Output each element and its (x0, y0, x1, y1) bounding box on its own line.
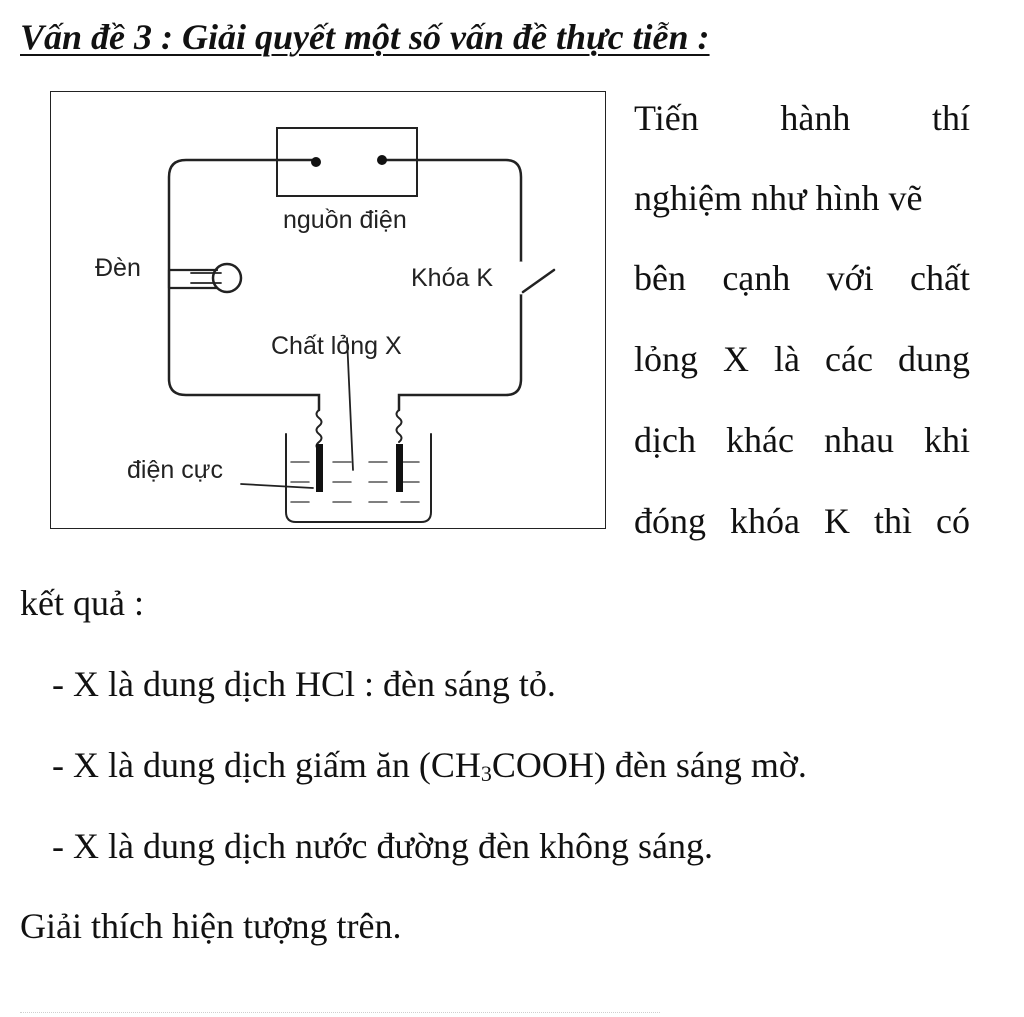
word: khác (726, 420, 794, 460)
word: X (723, 339, 750, 379)
word: khóa (730, 501, 800, 541)
side-line-2: nghiệm như hình vẽ (634, 178, 923, 218)
side-line-5 (634, 422, 970, 458)
side-line-3 (634, 260, 970, 296)
word: có (936, 501, 970, 541)
word: các (825, 339, 873, 379)
label-switch: Khóa K (411, 264, 494, 292)
result-vinegar-post: COOH) đèn sáng mờ. (491, 745, 807, 785)
left-electrode (316, 444, 323, 492)
word: đóng (634, 501, 706, 541)
terminal-right (377, 155, 387, 165)
word: chất (910, 258, 970, 298)
result-item-sugar: - X là dung dịch nước đường đèn không sáng. (52, 826, 713, 866)
question-text: Giải thích hiện tượng trên. (20, 906, 402, 946)
label-lamp: Đèn (95, 254, 141, 282)
label-electrode: điện cực (127, 456, 223, 484)
right-coil (397, 410, 402, 442)
side-line-1 (634, 100, 970, 136)
word: bên (634, 258, 686, 298)
result-item-vinegar (52, 747, 807, 785)
word: cạnh (722, 258, 791, 298)
side-line-6 (634, 503, 970, 539)
word: lỏng (634, 339, 699, 379)
page-heading: Vấn đề 3 : Giải quyết một số vấn đề thực tiễn : (20, 17, 710, 57)
result-item-hcl: - X là dung dịch HCl : đèn sáng tỏ. (52, 664, 556, 704)
word: với (826, 258, 874, 298)
lamp-bulb (213, 264, 241, 292)
label-power-source: nguồn điện (283, 206, 407, 234)
word: dịch (634, 420, 696, 460)
left-wire (169, 160, 319, 410)
circuit-diagram (50, 91, 606, 529)
beaker (286, 434, 431, 522)
electrode-pointer (241, 484, 313, 488)
word: thí (931, 98, 970, 138)
result-vinegar-pre: - X là dung dịch giấm ăn (CH (52, 745, 481, 785)
dotted-divider (20, 1012, 660, 1013)
terminal-left (311, 157, 321, 167)
subscript-3: 3 (480, 761, 492, 786)
side-line-4 (634, 341, 970, 377)
word: dung (898, 339, 970, 379)
word: nhau (823, 420, 894, 460)
word: hành (780, 98, 851, 138)
word: là (774, 339, 801, 379)
word: thì (873, 501, 912, 541)
switch-lever (523, 270, 554, 292)
word: K (823, 501, 850, 541)
results-intro: kết quả : (20, 583, 144, 623)
right-electrode (396, 444, 403, 492)
label-liquid: Chất lỏng X (271, 332, 402, 360)
power-source-box (277, 128, 417, 196)
word: khi (923, 420, 970, 460)
word: Tiến (634, 98, 699, 138)
